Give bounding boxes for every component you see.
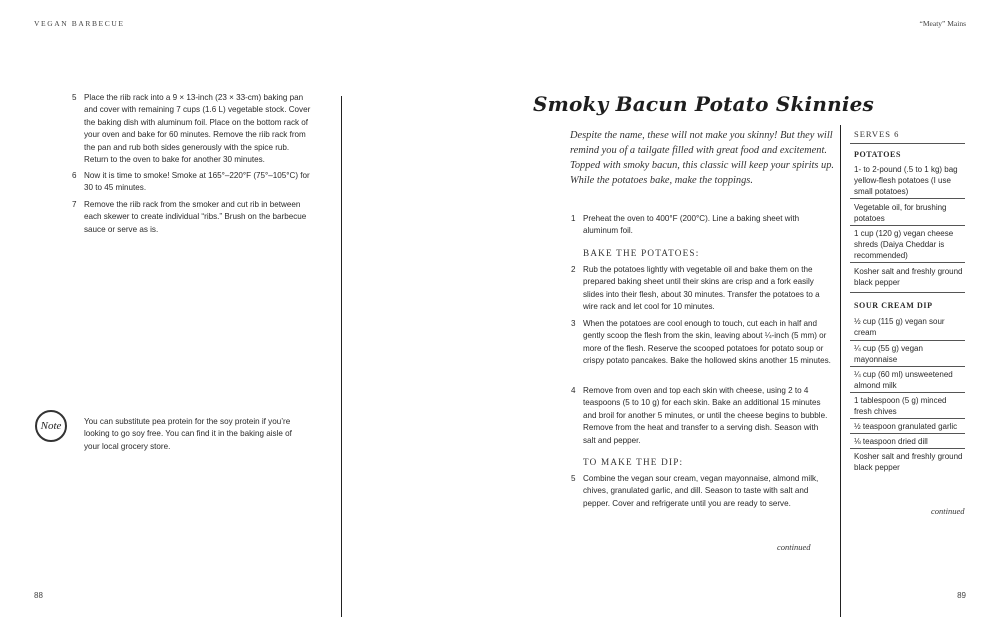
ingredient-item: ¼ cup (55 g) vegan mayonnaise — [854, 344, 923, 364]
note-badge — [35, 410, 67, 442]
ingredient-item: 1 tablespoon (5 g) minced fresh chives — [854, 396, 947, 416]
step-text: Place the riib rack into a 9 × 13-inch (23 × 33-cm) baking pan and cover with remaining 7 cups (1.6 L) vegetable stock. Cover the baking dish with aluminum foil. Place on the bottom rack of your oven and bake for 60 minutes. Remove the riib rack from the pan and rub both sides generously with the spice rub. Return to the oven to bake for another 30 minutes. — [84, 93, 311, 165]
ingredient-divider — [850, 433, 965, 434]
running-head-left: VEGAN BARBECUE — [34, 19, 125, 28]
running-head-right: “Meaty” Mains — [919, 19, 966, 28]
sidebar-divider — [850, 292, 965, 293]
step-text: Remove the riib rack from the smoker and cut rib in between each skewer to create individual “ribs.” Brush on the barbecue sauce or serve as is. — [84, 200, 307, 234]
step-number: 6 — [72, 171, 77, 180]
continued-sidebar: continued — [931, 506, 965, 516]
ingredient-item: 1 cup (120 g) vegan cheese shreds (Daiya Cheddar is recommended) — [854, 229, 954, 260]
continued-main: continued — [777, 542, 811, 552]
page-number-left: 88 — [34, 591, 43, 600]
ingredient-item: ¼ cup (60 ml) unsweetened almond milk — [854, 370, 953, 390]
ingredient-item: Vegetable oil, for brushing potatoes — [854, 203, 947, 223]
ingredient-item: ⅛ teaspoon dried dill — [854, 437, 928, 446]
ingredient-item: ½ teaspoon granulated garlic — [854, 422, 958, 431]
ingredient-divider — [850, 198, 965, 199]
phase-heading-dip: TO MAKE THE DIP: — [583, 457, 684, 467]
step-text: Now it is time to smoke! Smoke at 165°–220°F (75°–105°C) for 30 to 45 minutes. — [84, 171, 310, 193]
ingredient-divider — [850, 392, 965, 393]
step-number: 7 — [72, 200, 77, 209]
step-number: 5 — [571, 474, 576, 483]
step-text: Preheat the oven to 400°F (200°C). Line a baking sheet with aluminum foil. — [583, 214, 800, 236]
ingredient-divider — [850, 225, 965, 226]
step-text: Combine the vegan sour cream, vegan mayonnaise, almond milk, chives, granulated garlic, and dill. Season to taste with salt and pepper. Cover and refrigerate until you are ready to serve. — [583, 474, 819, 508]
sidebar-rule — [840, 125, 841, 617]
step-number: 3 — [571, 319, 576, 328]
ingredient-divider — [850, 262, 965, 263]
ingredient-divider — [850, 340, 965, 341]
step-number: 1 — [571, 214, 576, 223]
recipe-title: Smoky Bacun Potato Skinnies — [533, 92, 875, 116]
ingredient-item: 1- to 2-pound (.5 to 1 kg) bag yellow-flesh potatoes (I use small potatoes) — [854, 165, 958, 196]
dip-heading: SOUR CREAM DIP — [854, 301, 933, 310]
potatoes-heading: POTATOES — [854, 150, 902, 159]
ingredient-item: Kosher salt and freshly ground black pepper — [854, 452, 963, 472]
serves-label: SERVES 6 — [854, 129, 900, 139]
step-number: 2 — [571, 265, 576, 274]
ingredient-divider — [850, 418, 965, 419]
ingredient-item: ½ cup (115 g) vegan sour cream — [854, 317, 945, 337]
ingredient-item: Kosher salt and freshly ground black pepper — [854, 267, 963, 287]
step-text: Remove from oven and top each skin with cheese, using 2 to 4 teaspoons (5 to 10 g) for each skin. Bake an additional 15 minutes and broil for another 5 minutes, or until the cheese begins to bubble. Remove from the heat and transfer to a serving dish. Season with salt and pepper. — [583, 386, 828, 445]
step-text: When the potatoes are cool enough to touch, cut each in half and gently scoop the flesh from the skin, leaving about ¼-inch (5 mm) or more of the flesh. Reserve the scooped potatoes for potato soup or crispy potato pancakes. Bake the hollowed skins another 15 minutes. — [583, 319, 831, 366]
note-label: Note — [40, 420, 62, 432]
ingredient-divider — [850, 448, 965, 449]
recipe-intro: Despite the name, these will not make you skinny! But they will remind you of a tailgate filled with great food and excitement. Topped with smoky bacun, this classic will keep your spirits up. While the potatoes bake, make the toppings. — [570, 130, 834, 186]
step-text: Rub the potatoes lightly with vegetable oil and bake them on the prepared baking sheet until their skins are crisp and a fork easily slides into their flesh, about 30 minutes. Transfer the potatoes to a wire rack and let cool for 10 minutes. — [583, 265, 820, 312]
note-text: You can substitute pea protein for the soy protein if you’re looking to go soy free. You can find it in the baking aisle of your local grocery store. — [84, 417, 292, 451]
step-number: 4 — [571, 386, 576, 395]
sidebar-divider — [850, 143, 965, 144]
gutter-rule — [341, 96, 342, 617]
phase-heading-bake: BAKE THE POTATOES: — [583, 248, 700, 258]
ingredient-divider — [850, 366, 965, 367]
page-number-right: 89 — [957, 591, 966, 600]
step-number: 5 — [72, 93, 77, 102]
